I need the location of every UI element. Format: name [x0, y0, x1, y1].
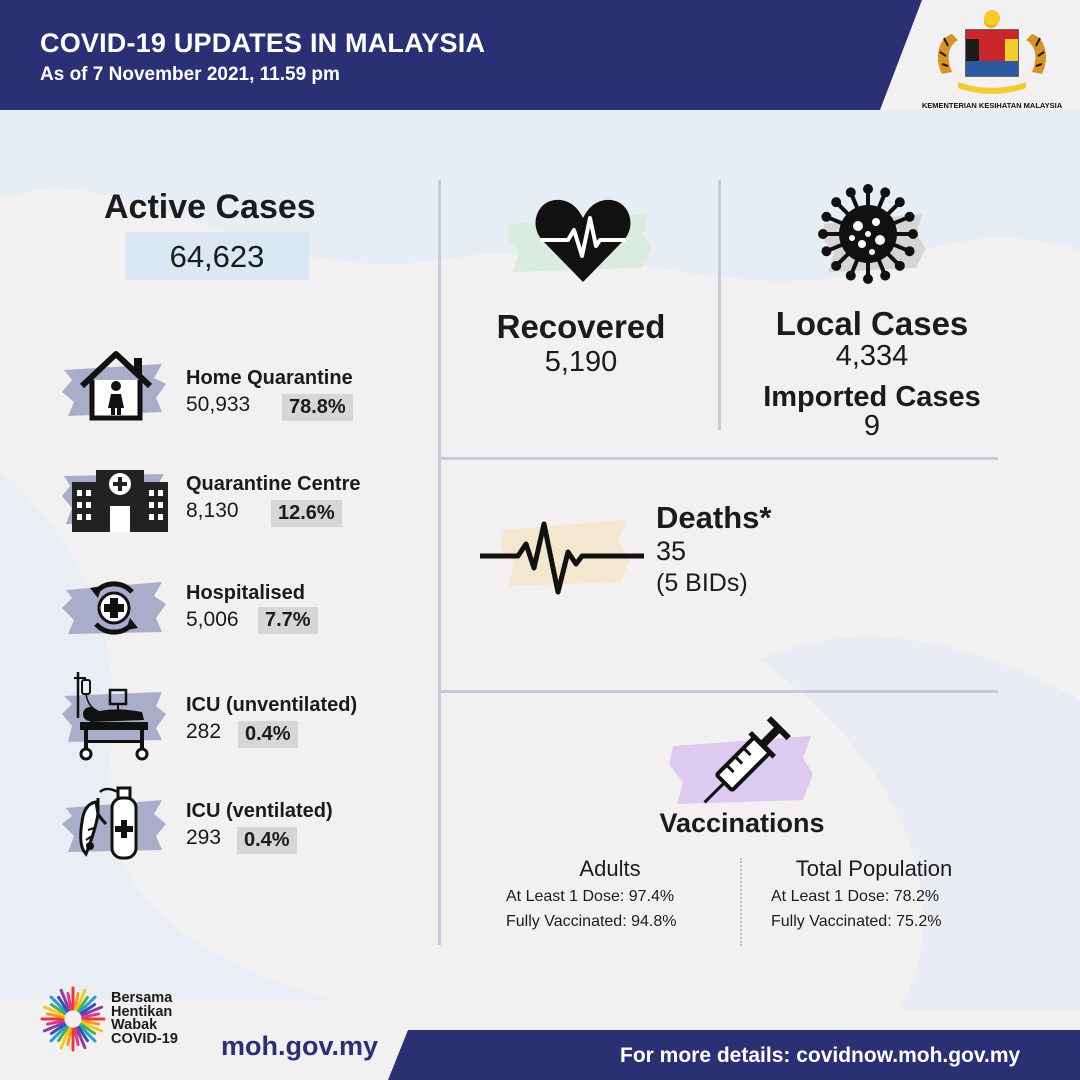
ministry-name: KEMENTERIAN KESIHATAN MALAYSIA [921, 101, 1063, 110]
deaths-label: Deaths* [656, 500, 772, 535]
local-cases-value: 4,334 [835, 340, 909, 372]
breakdown-value: 8,130 [186, 499, 239, 522]
deaths-bid: (5 BIDs) [656, 569, 748, 597]
moh-website-link[interactable]: moh.gov.my [221, 1031, 379, 1061]
page-title: COVID-19 UPDATES IN MALAYSIA [40, 28, 486, 58]
home-quarantine-icon [78, 350, 154, 422]
divider [440, 457, 998, 460]
breakdown-label: ICU (unventilated) [186, 694, 358, 716]
quarantine-centre-row [0, 458, 430, 548]
breakdown-percent: 12.6% [271, 500, 342, 527]
recovered-value: 5,190 [544, 346, 618, 378]
divider [718, 180, 721, 430]
breakdown-label: Home Quarantine [186, 367, 353, 389]
divider [438, 180, 441, 945]
imported-cases-value: 9 [863, 410, 881, 442]
coat-of-arms-icon [930, 8, 1054, 98]
vacc-adults-dose1: At Least 1 Dose: 97.4% [506, 888, 675, 905]
hospitalised-icon [86, 578, 142, 638]
vacc-population-full: Fully Vaccinated: 75.2% [771, 913, 942, 930]
vacc-adults-heading: Adults [579, 856, 641, 881]
breakdown-label: ICU (ventilated) [186, 800, 333, 822]
page-date: As of 7 November 2021, 11.59 pm [40, 64, 340, 85]
divider [440, 690, 998, 693]
heartbeat-line-icon [478, 512, 646, 598]
recovered-label: Recovered [496, 308, 666, 345]
imported-cases-label: Imported Cases [763, 381, 981, 413]
heart-pulse-icon [534, 196, 632, 284]
breakdown-percent: 7.7% [258, 607, 318, 634]
active-cases-value: 64,623 [125, 232, 309, 280]
syringe-icon [700, 710, 794, 810]
vacc-adults-full: Fully Vaccinated: 94.8% [506, 913, 677, 930]
icu-bed-icon [70, 668, 154, 762]
ventilator-lungs-icon [76, 784, 142, 864]
breakdown-label: Quarantine Centre [186, 473, 361, 495]
icu-unventilated-row [0, 668, 430, 758]
vaccinations-title: Vaccinations [659, 808, 825, 838]
home-quarantine-row [0, 350, 430, 440]
breakdown-percent: 0.4% [238, 721, 298, 748]
more-details-link[interactable]: For more details: covidnow.moh.gov.my [620, 1044, 1021, 1067]
breakdown-value: 282 [186, 720, 222, 743]
breakdown-value: 50,933 [186, 393, 251, 416]
campaign-logo-text: Bersama Hentikan Wabak COVID-19 [111, 990, 178, 1047]
deaths-value: 35 [656, 536, 687, 566]
divider [740, 858, 742, 946]
virus-icon [815, 184, 921, 284]
breakdown-value: 293 [186, 826, 222, 849]
breakdown-percent: 0.4% [237, 827, 297, 854]
active-cases-title: Active Cases [104, 188, 316, 226]
header-banner [0, 0, 1080, 110]
breakdown-label: Hospitalised [186, 582, 305, 604]
breakdown-percent: 78.8% [282, 394, 353, 421]
breakdown-value: 5,006 [186, 608, 239, 631]
icu-ventilated-row [0, 778, 430, 868]
vacc-population-heading: Total Population [795, 856, 953, 881]
local-cases-label: Local Cases [775, 305, 969, 342]
vacc-population-dose1: At Least 1 Dose: 78.2% [771, 888, 940, 905]
hospitalised-row [0, 570, 430, 660]
quarantine-centre-icon [72, 464, 168, 532]
